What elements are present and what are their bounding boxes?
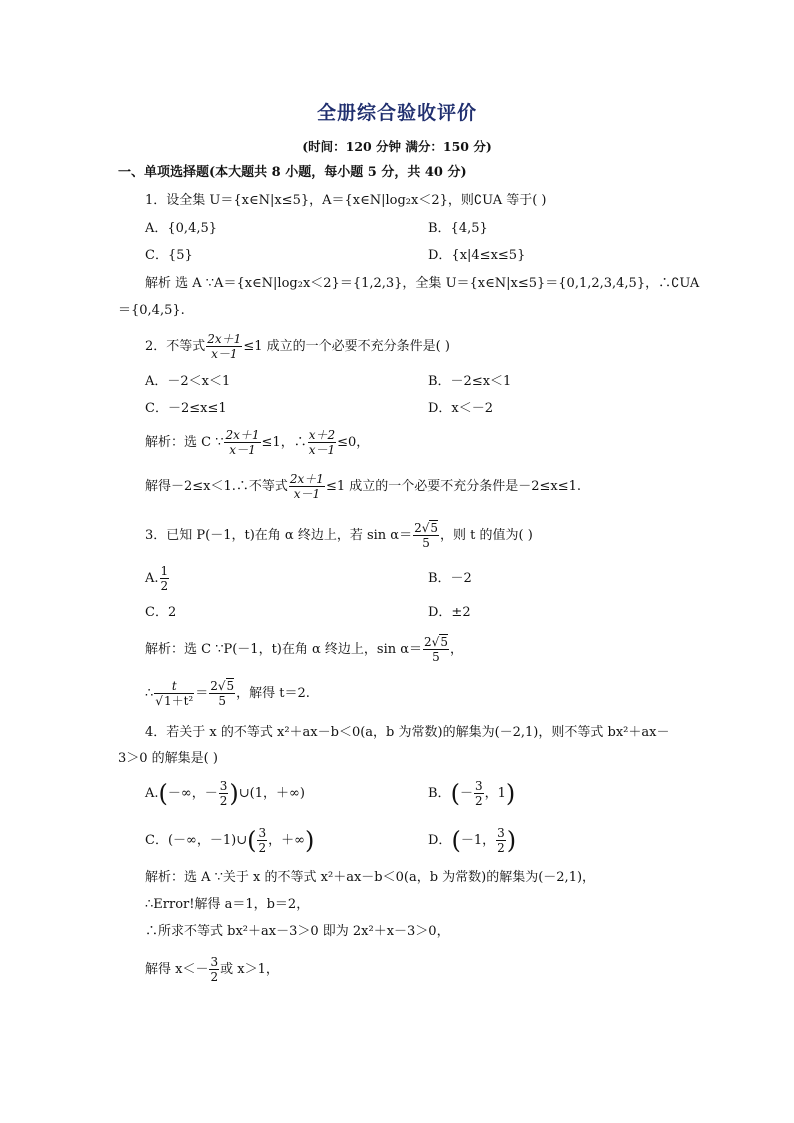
q4-solution-line2: ∴Error!解得 a＝1，b＝2， [145,897,310,912]
q2-option-c: C．－2≤x≤1 [145,401,227,416]
q4-option-a: A.(－∞，－ $\frac{3}{2}$ )∪(1，＋∞) [145,779,305,808]
q1-option-a: A．{0,4,5} [145,221,218,236]
q4-option-b: B．(－ $\frac{3}{2}$ ，1) [428,779,516,808]
question-3-stem: 3．已知 P(－1，t)在角 α 终边上，若 sin α＝ $\frac{2√5}{5}$ ，则 t 的值为( ) [145,521,533,550]
q2-solution-line2: 解得－2≤x＜1.∴不等式 $\frac{2x+1}{x-1}$ ≤1 成立的一个必要不充分条件是－2≤x≤1. [145,472,582,501]
q4-solution-line1: 解析：选 A ∵关于 x 的不等式 x²＋ax－b＜0(a，b 为常数)的解集为(－2,1)， [145,870,596,885]
q3-solution-line1: 解析：选 C ∵P(－1，t)在角 α 终边上，sin α＝ $\frac{2√5}{5}$ ， [145,635,463,664]
question-2-stem: 2．不等式 $\frac{2x+1}{x-1}$ ≤1 成立的一个必要不充分条件是( ) [145,332,450,361]
q2-option-a: A．－2＜x＜1 [145,374,231,389]
q4-solution-final: 解得 x＜－ $\frac{3}{2}$ 或 x＞1， [145,955,279,984]
q3-option-b: B．－2 [428,571,472,586]
q1-solution-line2: ＝{0,4,5}. [118,303,185,318]
q4-option-d: D．(－1， $\frac{3}{2}$ ) [428,826,517,855]
q1-option-d: D．{x|4≤x≤5} [428,248,526,263]
q3-solution-line2: ∴ $\frac{t}{\text{√1＋t²}}$ ＝ $\frac{2√5}{5}$ ，解得 t＝2. [145,679,310,708]
q3-option-d: D．±2 [428,605,471,620]
page-subtitle: (时间：120 分钟 满分：150 分) [302,139,492,154]
question-4-stem-line2: 3＞0 的解集是( ) [118,751,218,766]
q3-option-a: A. $\frac{1}{2}$ [145,564,169,593]
q1-option-c: C．{5} [145,248,193,263]
q3-option-c: C．2 [145,605,177,620]
q2-option-d: D．x＜－2 [428,401,494,416]
q1-option-b: B．{4,5} [428,221,488,236]
q2-solution-line1: 解析：选 C ∵ $\frac{2x+1}{x-1}$ ≤1，∴ $\frac{x+2}{x-1}$ ≤0， [145,428,370,457]
q1-solution-line1: 解析 选 A ∵A＝{x∈N|log₂x＜2}＝{1,2,3}，全集 U＝{x∈N|x≤5}＝{0,1,2,3,4,5}，∴∁UA [145,276,700,291]
page-title: 全册综合验收评价 [316,102,477,124]
question-4-stem-line1: 4．若关于 x 的不等式 x²＋ax－b＜0(a，b 为常数)的解集为(－2,1)，则不等式 bx²＋ax－ [145,725,670,740]
question-1-stem: 1．设全集 U＝{x∈N|x≤5}，A＝{x∈N|log₂x＜2}，则∁UA 等于( ) [145,193,547,208]
q2-stem-fraction: $\frac{2x+1}{x-1}$ [207,332,242,361]
section-heading: 一、单项选择题(本大题共 8 小题，每小题 5 分，共 40 分) [118,165,467,180]
q2-option-b: B．－2≤x＜1 [428,374,512,389]
q4-solution-line3: ∴所求不等式 bx²＋ax－3＞0 即为 2x²＋x－3＞0， [145,924,450,939]
q4-option-c: C．(－∞，－1)∪( $\frac{3}{2}$ ，＋∞) [145,826,315,855]
